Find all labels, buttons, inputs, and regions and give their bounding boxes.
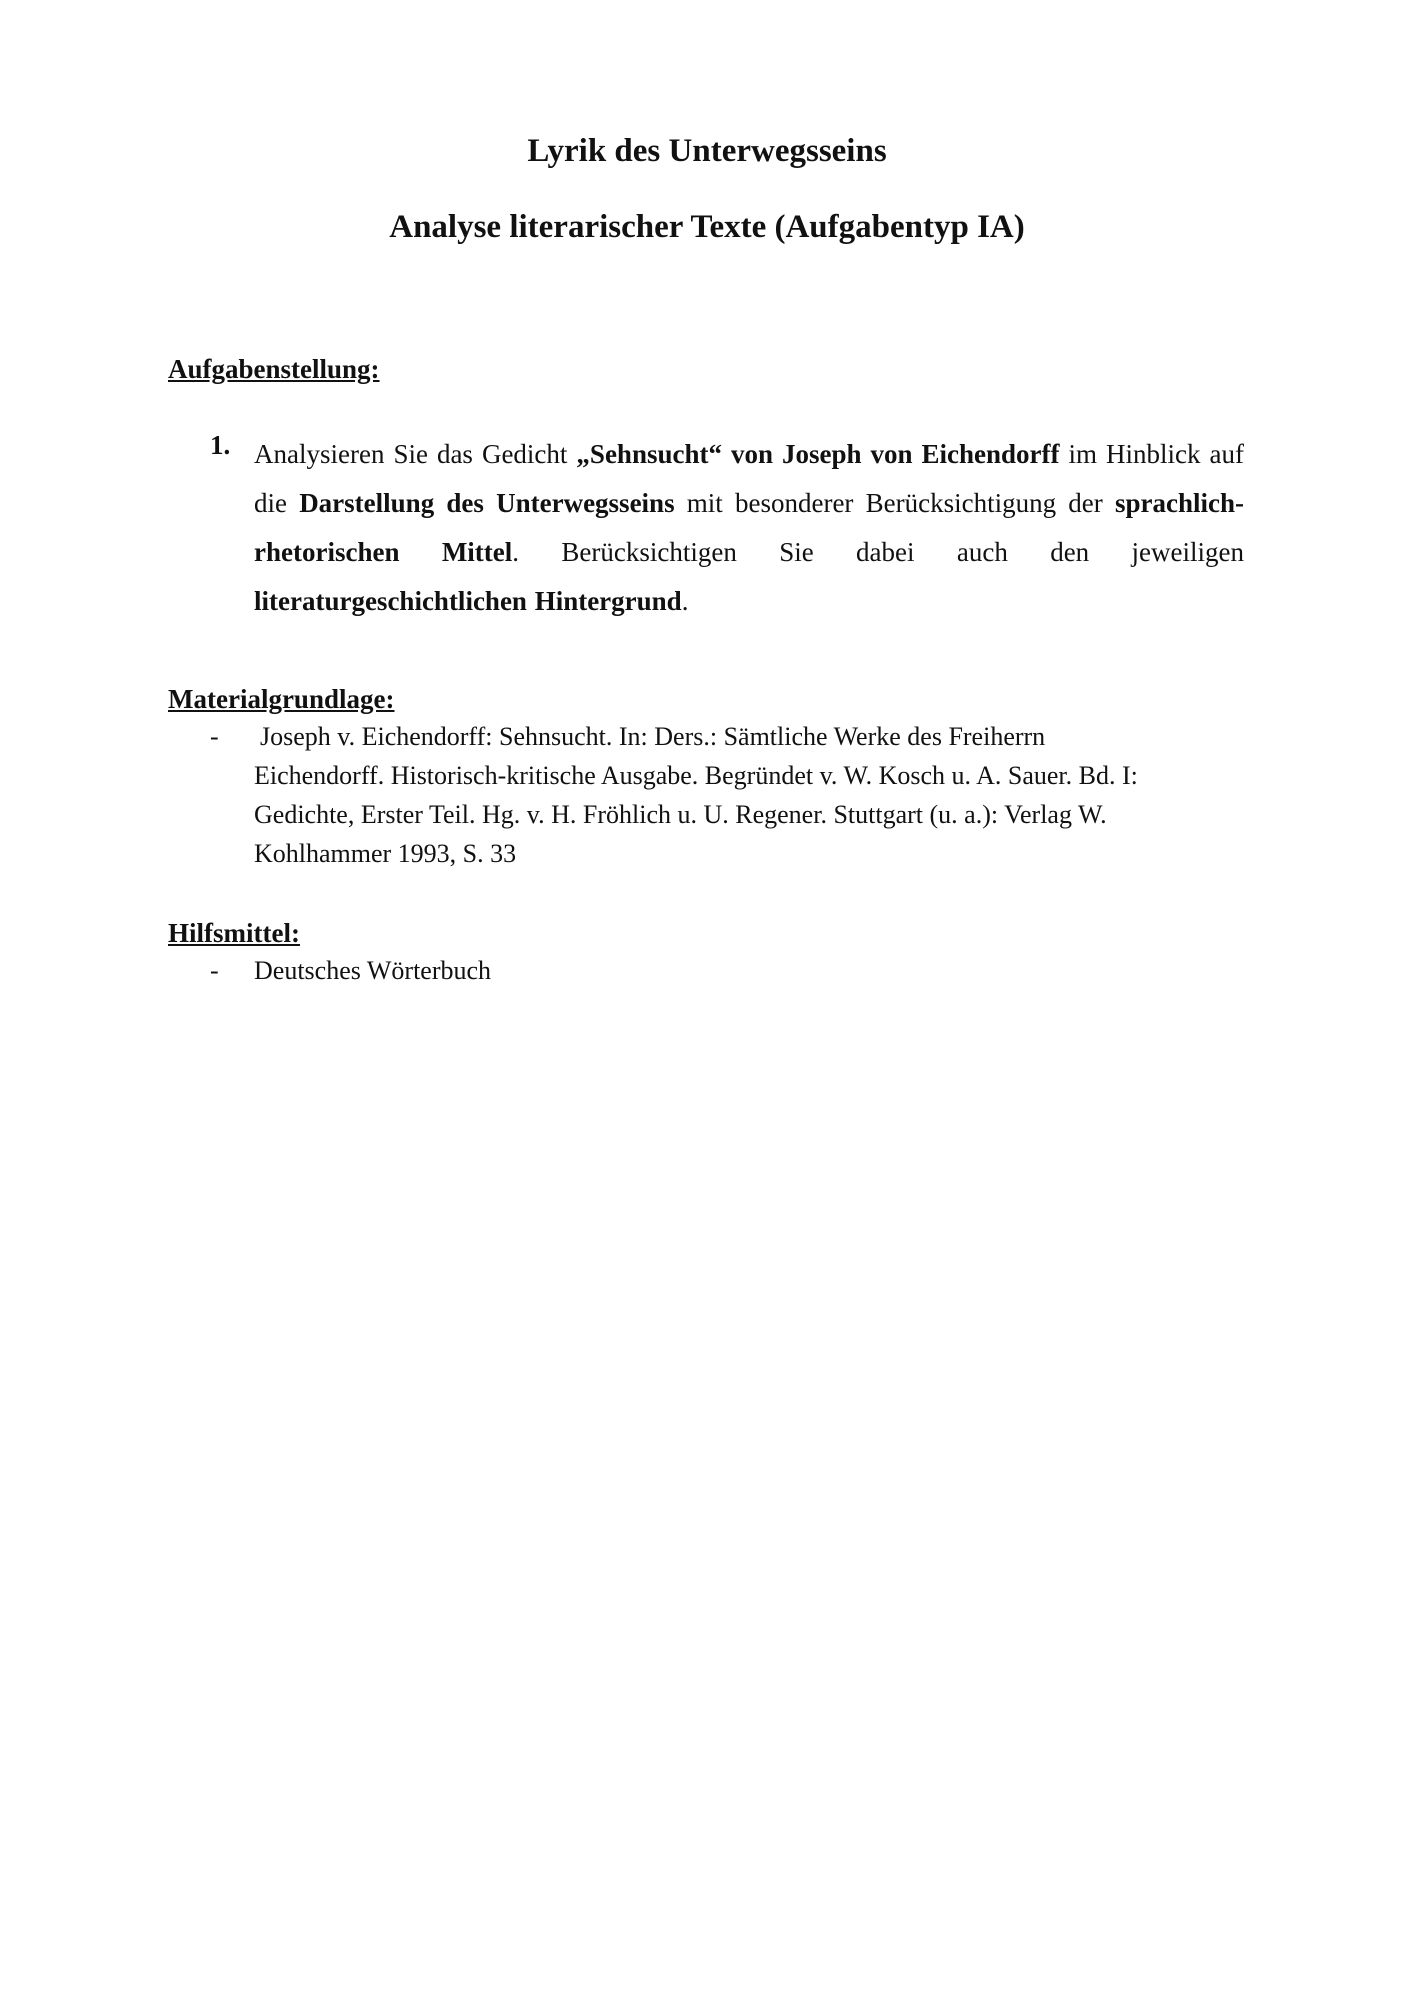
- material-heading: Materialgrundlage:: [168, 684, 395, 714]
- aids-item: Deutsches Wörterbuch: [254, 956, 492, 985]
- material-citation: [254, 717, 1244, 873]
- document-subtitle: Analyse literarischer Texte (Aufgabentyp IA): [389, 209, 1025, 245]
- document-title: Lyrik des Unterwegsseins: [527, 133, 887, 169]
- task-text-emphasis: literaturgeschichtlichen Hintergrund: [254, 586, 682, 616]
- aids-heading: Hilfsmittel:: [168, 918, 300, 948]
- task-text-emphasis: sprachlich-rhetorischen Mittel: [254, 488, 1244, 567]
- task-item: [210, 430, 1244, 626]
- material-list: [210, 717, 1244, 873]
- task-text-part: .: [681, 586, 689, 616]
- list-bullet: -: [210, 956, 219, 985]
- citation-first-line: Joseph v. Eichendorff: Sehnsucht. In: Ders.: Sämtliche Werke des Freiherrn: [260, 722, 1046, 751]
- list-bullet: -: [210, 722, 219, 751]
- task-text-part: . Berücksichtigen Sie dabei auch den jeweiligen: [512, 537, 1244, 567]
- task-text: [254, 430, 1244, 626]
- task-heading: Aufgabenstellung:: [168, 354, 380, 384]
- aids-list: [210, 951, 1244, 990]
- citation-continuation: Eichendorff. Historisch-kritische Ausgabe. Begründet v. W. Kosch u. A. Sauer. Bd. I: Gedichte, Erster Teil. Hg. v. H. Fröhlich u. U. Regener. Stuttgart (u. a.): Verlag W. Kohlhammer 1993, S. 33: [254, 761, 1138, 868]
- task-text-emphasis: Darstellung des Unterwegsseins: [299, 488, 675, 518]
- task-text-emphasis: „Sehnsucht“ von Joseph von Eichendorff: [576, 439, 1060, 469]
- task-number: 1.: [210, 430, 231, 460]
- task-text-part: mit besonderer Berücksichtigung der: [674, 488, 1115, 518]
- task-text-part: Analysieren Sie das Gedicht: [254, 439, 577, 469]
- task-text-part: im Hinblick auf die: [254, 439, 1244, 518]
